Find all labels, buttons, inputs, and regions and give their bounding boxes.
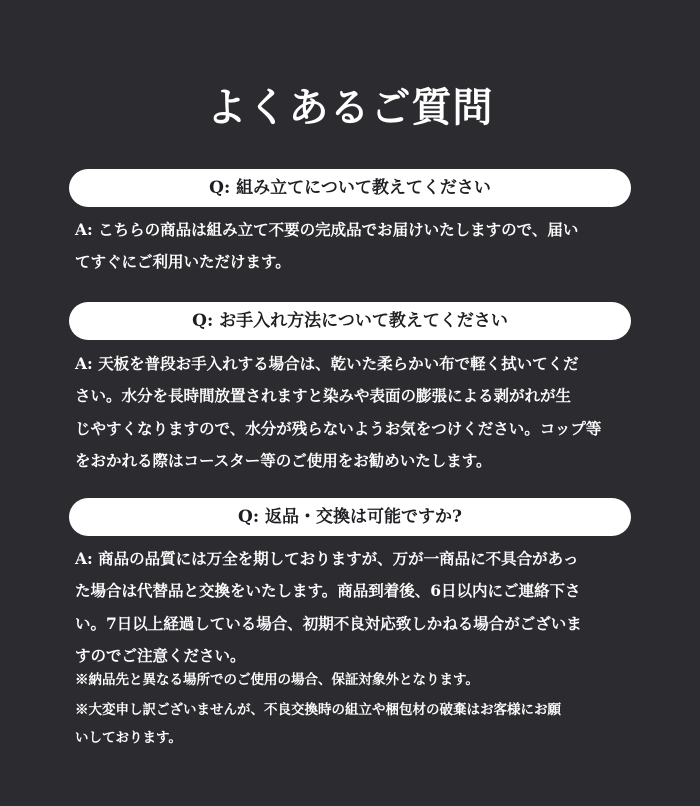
faq-question-returns: Q: 返品・交換は可能ですか? — [69, 498, 631, 536]
faq-answer-assembly — [75, 214, 635, 279]
faq-answer-line: てすぐにご利用いただけます。 — [75, 252, 291, 272]
faq-question-assembly: Q: 組み立てについて教えてください — [69, 169, 631, 207]
faq-answer-line: さい。水分を長時間放置されますと染みや表面の膨張による剥がれが生 — [75, 386, 572, 406]
page-title: よくあるご質問 — [206, 84, 494, 131]
faq-question-care: Q: お手入れ方法について教えてください — [69, 302, 631, 340]
faq-note-warranty — [75, 666, 635, 694]
faq-answer-returns — [75, 543, 635, 673]
faq-answer-line: A: こちらの商品は組み立て不要の完成品でお届けいたしますので、届い — [75, 220, 579, 239]
faq-answer-line: た場合は代替品と交換をいたします。商品到着後、6日以内にご連絡下さ — [75, 581, 581, 601]
faq-note-line: ※大変申し訳ございませんが、不良交換時の組立や梱包材の破棄はお客様にお願 — [75, 702, 561, 718]
faq-answer-line: じやすくなりますので、水分が残らないようお気をつけください。コップ等 — [75, 418, 602, 438]
faq-answer-line: A: 商品の品質には万全を期しておりますが、万が一商品に不具合があっ — [75, 549, 579, 568]
faq-answer-line: すのでご注意ください。 — [75, 646, 246, 666]
faq-note-line: いしております。 — [75, 730, 182, 746]
faq-answer-line: A: 天板を普段お手入れする場合は、乾いた柔らかい布で軽く拭いてくだ — [75, 354, 579, 373]
faq-note-replacement — [75, 696, 635, 752]
faq-answer-line: い。7日以上経過している場合、初期不良対応致しかねる場合がございま — [75, 613, 582, 633]
faq-answer-care — [75, 348, 635, 478]
faq-note-line: ※納品先と異なる場所でのご使用の場合、保証対象外となります。 — [75, 672, 479, 688]
faq-answer-line: をおかれる際はコースター等のご使用をお勧めいたします。 — [75, 451, 492, 471]
